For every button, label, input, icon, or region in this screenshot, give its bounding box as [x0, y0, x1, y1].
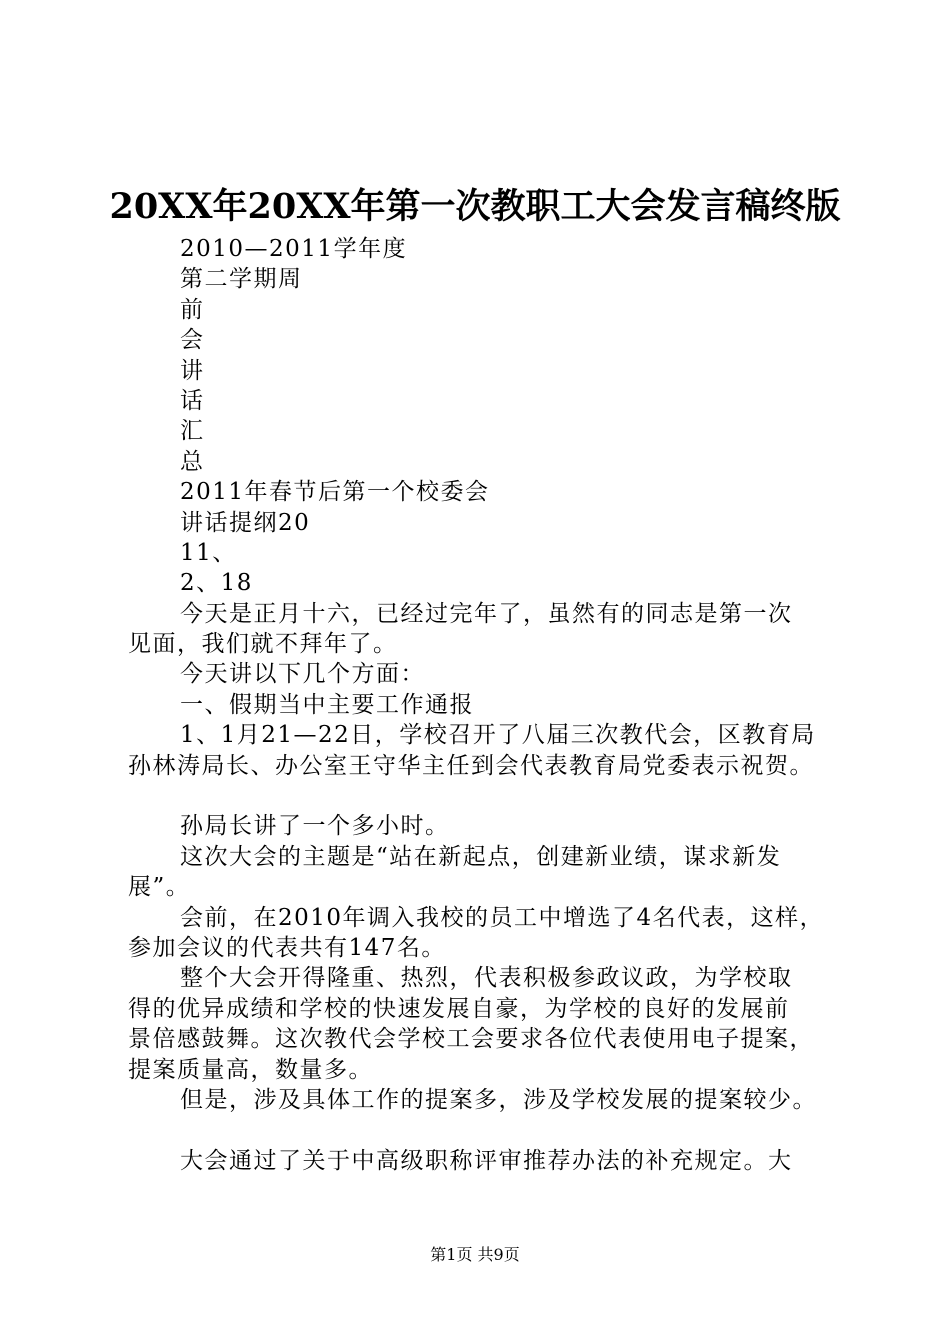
- text-line: 参加会议的代表共有147名。: [128, 934, 446, 961]
- document-title: 20XX年20XX年第一次教职工大会发言稿终版: [109, 186, 841, 227]
- text-line: 讲话提纲20: [180, 509, 311, 536]
- text-line: 提案质量高，数量多。: [128, 1056, 373, 1083]
- text-line: 景倍感鼓舞。这次教代会学校工会要求各位代表使用电子提案，: [128, 1026, 814, 1053]
- text-line: 整个大会开得隆重、热烈，代表积极参政议政，为学校取: [180, 965, 793, 992]
- text-line: 总: [180, 448, 205, 475]
- page-footer: 第1页 共9页: [430, 1245, 520, 1264]
- text-line: 会: [180, 327, 205, 354]
- text-line: 会前，在2010年调入我校的员工中增选了4名代表，这样，: [180, 904, 825, 931]
- text-line: 讲: [180, 357, 205, 384]
- text-line: 这次大会的主题是“站在新起点，创建新业绩，谋求新发: [180, 843, 782, 870]
- text-line: 大会通过了关于中高级职称评审推荐办法的补充规定。大: [180, 1147, 793, 1174]
- text-line: 但是，涉及具体工作的提案多，涉及学校发展的提案较少。: [180, 1086, 817, 1113]
- text-line: 得的优异成绩和学校的快速发展自豪，为学校的良好的发展前: [128, 995, 790, 1022]
- text-line: 1、1月21—22日，学校召开了八届三次教代会，区教育局: [180, 722, 816, 749]
- text-line: 话: [180, 387, 205, 414]
- text-line: 今天是正月十六，已经过完年了，虽然有的同志是第一次: [180, 600, 793, 627]
- blank-line: [128, 781, 848, 811]
- text-line: 孙林涛局长、办公室王守华主任到会代表教育局党委表示祝贺。: [128, 752, 814, 779]
- text-line: 汇: [180, 418, 205, 445]
- text-line: 孙局长讲了一个多小时。: [180, 813, 450, 840]
- text-line: 2010—2011学年度: [180, 236, 408, 262]
- text-line: 2011年春节后第一个校委会: [180, 479, 490, 506]
- blank-line: [128, 1115, 848, 1145]
- document-body: [128, 234, 848, 1176]
- text-line: 见面，我们就不拜年了。: [128, 631, 398, 658]
- text-line: 前: [180, 296, 205, 323]
- text-line: 今天讲以下几个方面：: [180, 661, 425, 688]
- text-line: 2、18: [180, 570, 253, 597]
- text-line: 一、假期当中主要工作通报: [180, 691, 474, 718]
- text-line: 第二学期周: [180, 266, 303, 293]
- text-line: 11、: [180, 539, 237, 566]
- text-line: 展”。: [128, 874, 191, 901]
